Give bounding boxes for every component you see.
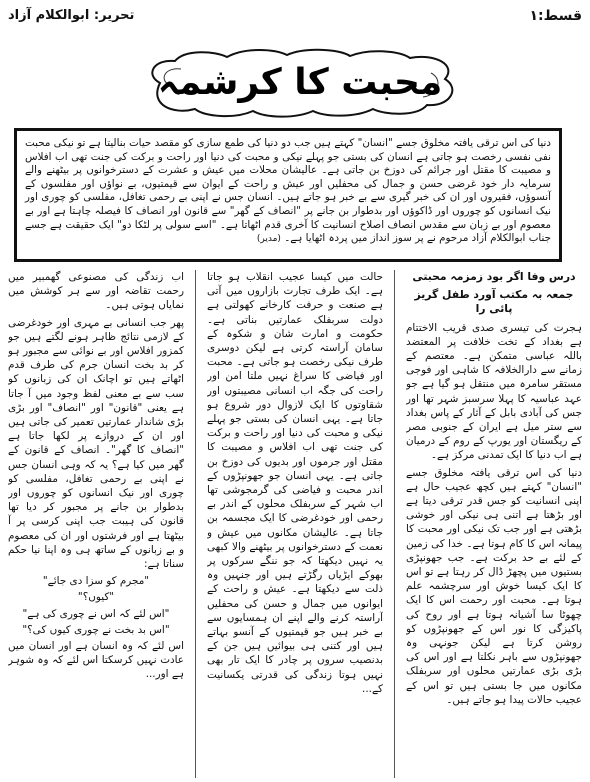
- dialogue-line: "مجرم کو سزا دی جائے": [42, 575, 150, 588]
- couplet-line: درس وفا اگر بود زمزمہ محبتی: [412, 270, 576, 283]
- column-right: [406, 270, 582, 778]
- column-left: [8, 270, 184, 778]
- paragraph: حالت میں کیسا عجیب انقلاب ہو جاتا ہے۔ ایک طرف تجارت بازاروں میں آتی ہے صنعت و حرفت کارخانے کھولتی ہے دولت سربفلک عمارتیں بناتی ہے۔ حکومت و امارت شان و شکوہ کے سامان آراستہ کرتی ہے لیکن دوسری طرف نیکی رخصت ہو جاتی ہے۔ محبت اور فیاضی کا سراغ نہیں ملتا امن اور راحت کی جگہ اب انسانی مصیبتوں اور شقاوتوں کا ایک لازوال دور شروع ہو جاتا ہے۔ یہی انسان کی بستی جو پہلے نیکی و محبت کی دنیا اور راحت و برکت کی جنت تھی اب افلاس و مصیبت کا مقتل اور جرموں اور بدیوں کی دوزخ بن جاتی ہے۔ یہی انسان جو جھونپڑوں کے اندر محبت و فیاضی کی گرمجوشی تھا اب شہر کے سربفلک محلوں کے اندر بے رحمی اور خودغرضی کا ایک مجسمہ بن جاتا ہے۔ عالیشان مکانوں میں عیش و نعمت کے دسترخوانوں پر بیٹھنے والا کبھی یہ نہیں دیکھتا کہ جو ننگے سرکوں پر بھوکے ایڑیاں رگڑتے ہیں اور جنہیں وہ ذلت سے دیکھتا ہے۔ عیش و راحت کے ایوانوں میں جمال و حسن کی محفلیں آراستہ کرنے والے اپنے ان ہمسایوں سے بے خبر ہیں جو قیمتیوں کے آنسو بہاتے ہیں اور کتنی ہی بیوائیں ہیں جن کے بدنصیب سروں پر چادر کا ایک تار بھی نہیں ہوتا زندگی کی قدرتی یکسانیت کے...: [207, 271, 383, 695]
- couplet-line: جمعہ بہ مکتب آورد طفل گریز پائی را: [414, 288, 574, 316]
- paragraph: اب زندگی کی مصنوعی گھمبیر میں رحمت تقاضہ اور سے ہر کوشش میں نمایاں ہوتی ہیں۔: [8, 271, 184, 312]
- intro-editor-note: (مدیر): [256, 234, 281, 245]
- dialogue-line: "کیوں؟": [77, 591, 115, 604]
- intro-box: [14, 128, 562, 262]
- episode-label: قسط:۱: [529, 8, 582, 24]
- dialogue-line: "اس بد بخت نے چوری کیوں کی؟": [22, 623, 170, 636]
- dialogue-line: "اس لئے کہ اس نے چوری کی ہے": [22, 607, 170, 620]
- column-middle: [207, 270, 383, 778]
- title-banner: [135, 45, 465, 120]
- paragraph: پھر جب انسانی بے مہری اور خودغرضی کے لازمی نتائج ظاہر ہونے لگتے ہیں جو کمزور افلاس اور بے نوائی سے مجبور ہو کر بد بخت انسان جرم کی طرف قدم اٹھاتے ہیں تو اچانک ان کی زبانوں کو سب سے بے معنی لفظ وجود میں آ جاتا ہے یعنی "قانون" اور "انصاف" اور بڑی بڑی شاندار عمارتیں تعمیر کی جاتی ہیں اور ان کے دروازے پر لکھا جاتا ہے "انصاف کا گھر"۔ انصاف کے قانون کے گھر میں کیا ہے؟ یہ کہ وہی انسان جس نے اپنی بے رحمی تغافل، مفلسی کو چوری اور نیک انسانوں کو چوروں اور بدطوار بن جانے پر مجبور کر دیا تھا قانون کی ہیبت جب اپنی کرسی پر آ بیٹھتا ہے اور فرشتوں اور ان کی معصوم و بے زبانوں کے ساتھ ہی وہ اپنا نیا حکم سناتا ہے:: [8, 316, 184, 571]
- article-title: محبت کا کرشمہ: [157, 62, 443, 103]
- column-divider: [394, 270, 395, 778]
- column-divider: [195, 270, 196, 778]
- dialogue-line: اس لئے کہ وہ انسان ہے اور انسان میں عادت نہیں کرسکتا اس لئے کہ وہ شوہر ہے اور...: [8, 640, 184, 681]
- article-columns: [8, 270, 582, 778]
- intro-text: دنیا کی اس ترقی یافتہ مخلوق جسے "انسان" کہتے ہیں جب دو دنیا کی طمع سازی کو مقصد حیات بنالیتا ہے تو نیکی محبت نفی نفسی رخصت ہو جاتی ہے انسان کی بستی جو پہلے نیکی و محبت کی دنیا اور راحت و برکت کی جنت تھی اب افلاس و مصیبت کا مقتل اور جرائم کی دوزخ بن جاتی ہے۔ عالیشان محلات میں عیش و عشرت کے دسترخوانوں پر بیٹھنے والے سرمایہ دار خود غرضی حسن و جمال کی محفلیں اور عیش و راحت کے ایوان سے قیمتیوں، بے نواؤں اور مفلسوں کے آنسوؤں، فقیروں اور ان کی خبر گیری سے بے خبر ہو جاتے ہیں۔ انسان جس نے اپنی بے رحمی تغافل، مفلسی کو چوری اور نیک انسانوں کو چوروں اور ڈاکوؤں اور بدطوار بن جانے پر "انصاف کے گھر" سے قانون اور انصاف کا فیصلہ چاہتا ہے اور بے معصوم اور بے زبان سے مقدس انصاف اصلاح انسانیت کا آخری قدم اٹھاتا ہے۔ "اسے سولی پر لٹکا دو" ایک حقیقت ہے جسے جناب ابوالکلام آزاد مرحوم نے پر سوز انداز میں پردہ اٹھایا ہے۔: [25, 137, 551, 245]
- paragraph: ہجرت کی تیسری صدی قریب الاختتام ہے بغداد کے تخت خلافت پر المعتضد باللہ عباسی متمکن ہے۔ معتصم کے زمانے سے دارالخلافہ کا شاہی اور فوجی مستقر سامرہ میں منتقل ہو گیا ہے جو عہد عباسیہ کا پہلا سرسبز شہر تھا اور جس کی آبادی بابل کے آثار کے پاس بغداد سے ستر میل ہے ایران کے جنوبی مصر کے ریگستان اور یورپ کے روم کے درمیان ہے اب دنیا کا ایک تمدنی مرکز ہے۔: [406, 321, 582, 462]
- byline: تحریر: ابوالکلام آزاد: [8, 8, 135, 23]
- paragraph: دنیا کی اس ترقی یافتہ مخلوق جسے "انسان" کہتے ہیں کچھ عجیب حال ہے اپنی انسانیت کو جس قدر ترقی دیتا ہے اور بڑھتا ہے اتنی ہی نیکی اور خوشی بڑھتی ہے اور جب تک نیکی اور محبت کا پیمانہ اس کا کام ہوتا ہے۔ خدا کی زمین کے لئے بے حد برکت ہے۔ جب جھونپڑی بستیوں میں پچھڑ ڈال کر رہتا ہے تو اس کا ایک کیسا خوش اور سرچشمہ علم ہوتا ہے۔ محبت اور رحمت اس کا ایک چھوٹا سا آشیانہ ہوتا ہے اور روح کی پاکیزگی کا نور اس کے جھونپڑوں کو روشن کرتا ہے لیکن جونہی وہ جھونپڑوں سے باہر نکلتا ہے اور اس کی بڑی بڑی عمارتیں محلوں اور سربفلک مکانوں میں جا بستی ہیں تو اس کے عجیب حالات پیدا ہو جاتے ہیں۔: [406, 466, 582, 706]
